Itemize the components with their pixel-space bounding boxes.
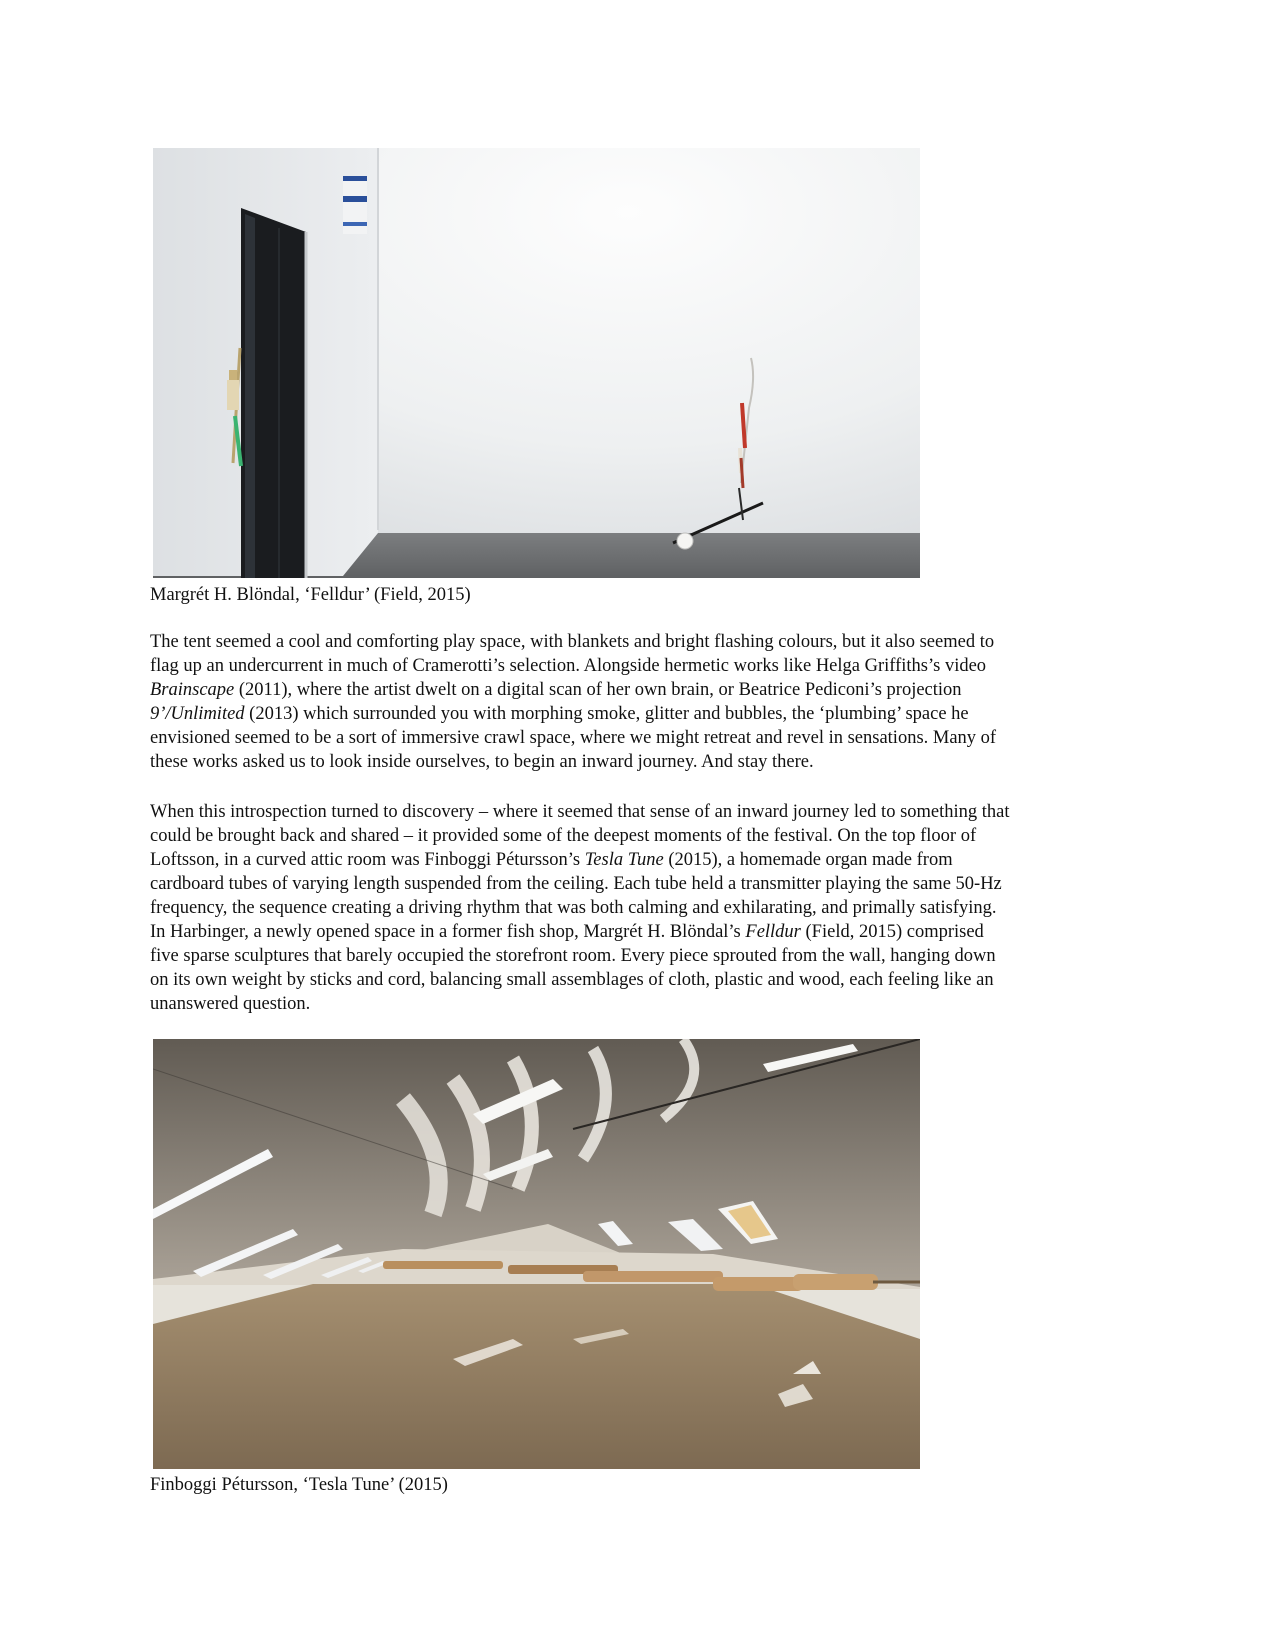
- paragraph-line: [150, 992, 1125, 1016]
- figure-caption-felldur: Margrét H. Blöndal, ‘Felldur’ (Field, 2015): [150, 585, 471, 605]
- text-run: these works asked us to look inside ourselves, to begin an inward journey. And stay there.: [150, 752, 814, 772]
- italic-title: 9’/Unlimited: [150, 704, 245, 724]
- paragraph-line: [150, 726, 1125, 750]
- text-run: (2013) which surrounded you with morphing smoke, glitter and bubbles, the ‘plumbing’ space he: [244, 704, 969, 724]
- gallery-photo-tesla-tune: [153, 1039, 920, 1469]
- paragraph-line: [150, 968, 1125, 992]
- text-run: (2011), where the artist dwelt on a digital scan of her own brain, or Beatrice Pediconi’s projection: [234, 680, 962, 700]
- paragraph-line: [150, 800, 1125, 824]
- paragraph-line: [150, 848, 1125, 872]
- text-run: The tent seemed a cool and comforting play space, with blankets and bright flashing colours, but it also seemed to: [150, 632, 995, 652]
- paragraph-line: [150, 678, 1125, 702]
- text-run: frequency, the sequence creating a driving rhythm that was both calming and exhilarating, and primally satisfying.: [150, 898, 997, 918]
- text-run: could be brought back and shared – it provided some of the deepest moments of the festival. On the top floor of: [150, 826, 977, 846]
- gallery-photo-felldur: [153, 148, 920, 578]
- text-run: five sparse sculptures that barely occupied the storefront room. Every piece sprouted from the wall, hanging down: [150, 946, 996, 966]
- paragraph-line: [150, 944, 1125, 968]
- paragraph-line: [150, 824, 1125, 848]
- text-run: unanswered question.: [150, 994, 311, 1014]
- body-paragraph-1: [150, 630, 1125, 774]
- paragraph-line: [150, 896, 1125, 920]
- text-run: In Harbinger, a newly opened space in a former fish shop, Margrét H. Blöndal’s: [150, 922, 746, 942]
- tesla-tune-photo-illustration: [153, 1039, 920, 1469]
- text-run: Loftsson, in a curved attic room was Finboggi Pétursson’s: [150, 850, 585, 870]
- paragraph-line: [150, 630, 1125, 654]
- paragraph-line: [150, 872, 1125, 896]
- text-run: flag up an undercurrent in much of Cramerotti’s selection. Alongside hermetic works like Helga Griffiths’s video: [150, 656, 987, 676]
- text-run: When this introspection turned to discovery – where it seemed that sense of an inward journey led to something that: [150, 802, 1010, 822]
- italic-title: Brainscape: [150, 680, 235, 700]
- text-run: (2015), a homemade organ made from: [663, 850, 953, 870]
- figure-caption-tesla-tune: Finboggi Pétursson, ‘Tesla Tune’ (2015): [150, 1475, 448, 1495]
- paragraph-line: [150, 654, 1125, 678]
- text-run: on its own weight by sticks and cord, balancing small assemblages of cloth, plastic and wood, each feeling like an: [150, 970, 994, 990]
- paragraph-line: [150, 750, 1125, 774]
- paragraph-line: [150, 920, 1125, 944]
- text-run: cardboard tubes of varying length suspended from the ceiling. Each tube held a transmitter playing the same 50-Hz: [150, 874, 1002, 894]
- body-paragraph-2: [150, 800, 1125, 1016]
- italic-title: Tesla Tune: [584, 850, 664, 870]
- text-run: (Field, 2015) comprised: [800, 922, 984, 942]
- italic-title: Felldur: [745, 922, 801, 942]
- paragraph-line: [150, 702, 1125, 726]
- text-run: envisioned seemed to be a sort of immersive crawl space, where we might retreat and revel in sensations. Many of: [150, 728, 997, 748]
- felldur-photo-illustration: [153, 148, 920, 578]
